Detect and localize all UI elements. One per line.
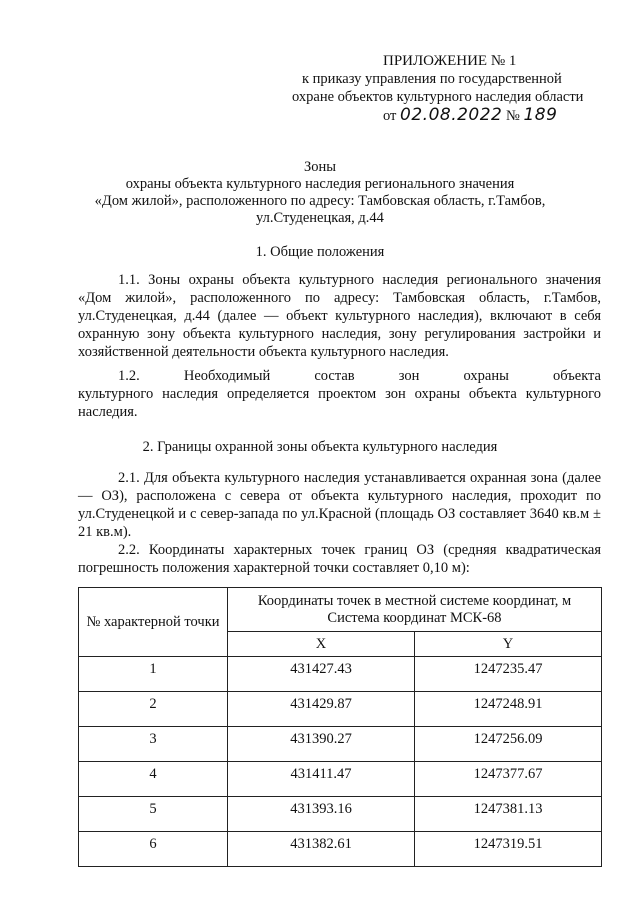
paragraph-2-1: 2.1. Для объекта культурного наследия устанавливается охранная зона (далее — ОЗ), расположена с севера от объекта культурного наследия, проходит по ул.Студенецкой и с север-запада по ул.Красной (площадь ОЗ составляет 3640 кв.м ± 21 кв.м).	[78, 470, 601, 540]
coord-x: 431411.47	[228, 762, 415, 797]
point-number: 6	[79, 832, 228, 867]
header-point-number: № характерной точки	[79, 588, 228, 657]
doc-title-line-2: охраны объекта культурного наследия регионального значения	[125, 176, 515, 192]
header-coordinates: Координаты точек в местной системе координат, м Система координат МСК-68	[228, 588, 602, 632]
coordinates-table	[78, 587, 602, 867]
coord-y: 1247377.67	[415, 762, 602, 797]
section-2-heading: 2. Границы охранной зоны объекта культурного наследия	[142, 439, 498, 455]
number-label: №	[506, 108, 520, 124]
paragraph-1-1: 1.1. Зоны охраны объекта культурного наследия регионального значения «Дом жилой», расположенного по адресу: Тамбовская область, г.Тамбов, ул.Студенецкая, д.44 (далее — объект культурного наследия), включают в себя охранную зону объекта культурного наследия, зону регулирования застройки и хозяйственной деятельности объекта культурного наследия.	[78, 272, 601, 360]
point-number: 3	[79, 727, 228, 762]
table-row	[79, 692, 602, 727]
coord-y: 1247381.13	[415, 797, 602, 832]
section-1-heading: 1. Общие положения	[255, 244, 385, 260]
date-prefix: от	[383, 108, 397, 124]
coord-y: 1247235.47	[415, 657, 602, 692]
coord-x: 431393.16	[228, 797, 415, 832]
header-x: X	[228, 632, 415, 657]
point-number: 5	[79, 797, 228, 832]
table-row	[79, 727, 602, 762]
coord-y: 1247319.51	[415, 832, 602, 867]
doc-title-line-1: Зоны	[303, 159, 337, 175]
point-number: 2	[79, 692, 228, 727]
header-y: Y	[415, 632, 602, 657]
coord-y: 1247248.91	[415, 692, 602, 727]
doc-title-line-3: «Дом жилой», расположенного по адресу: Тамбовская область, г.Тамбов,	[94, 193, 546, 209]
appendix-date-line	[383, 106, 557, 125]
paragraph-2-2: 2.2. Координаты характерных точек границ ОЗ (средняя квадратическая погрешность положения характерной точки составляет 0,10 м):	[78, 542, 601, 576]
doc-title-line-4: ул.Студенецкая, д.44	[256, 210, 384, 226]
handwritten-date: 02.08.2022	[400, 105, 503, 125]
appendix-line-1: к приказу управления по государственной	[302, 71, 562, 87]
table-row	[79, 797, 602, 832]
table-row	[79, 657, 602, 692]
coord-y: 1247256.09	[415, 727, 602, 762]
paragraph-1-2-first-line: 1.2. Необходимый состав зон охраны объекта	[118, 368, 601, 384]
paragraph-1-2-rest: культурного наследия определяется проектом зон охраны объекта культурного наследия.	[78, 386, 601, 420]
table-row	[79, 832, 602, 867]
coord-x: 431429.87	[228, 692, 415, 727]
appendix-title: ПРИЛОЖЕНИЕ № 1	[383, 53, 517, 69]
coord-x: 431390.27	[228, 727, 415, 762]
point-number: 1	[79, 657, 228, 692]
coord-x: 431382.61	[228, 832, 415, 867]
appendix-line-2: охране объектов культурного наследия области	[292, 89, 584, 105]
coord-x: 431427.43	[228, 657, 415, 692]
handwritten-number: 189	[523, 105, 558, 125]
point-number: 4	[79, 762, 228, 797]
table-row	[79, 762, 602, 797]
